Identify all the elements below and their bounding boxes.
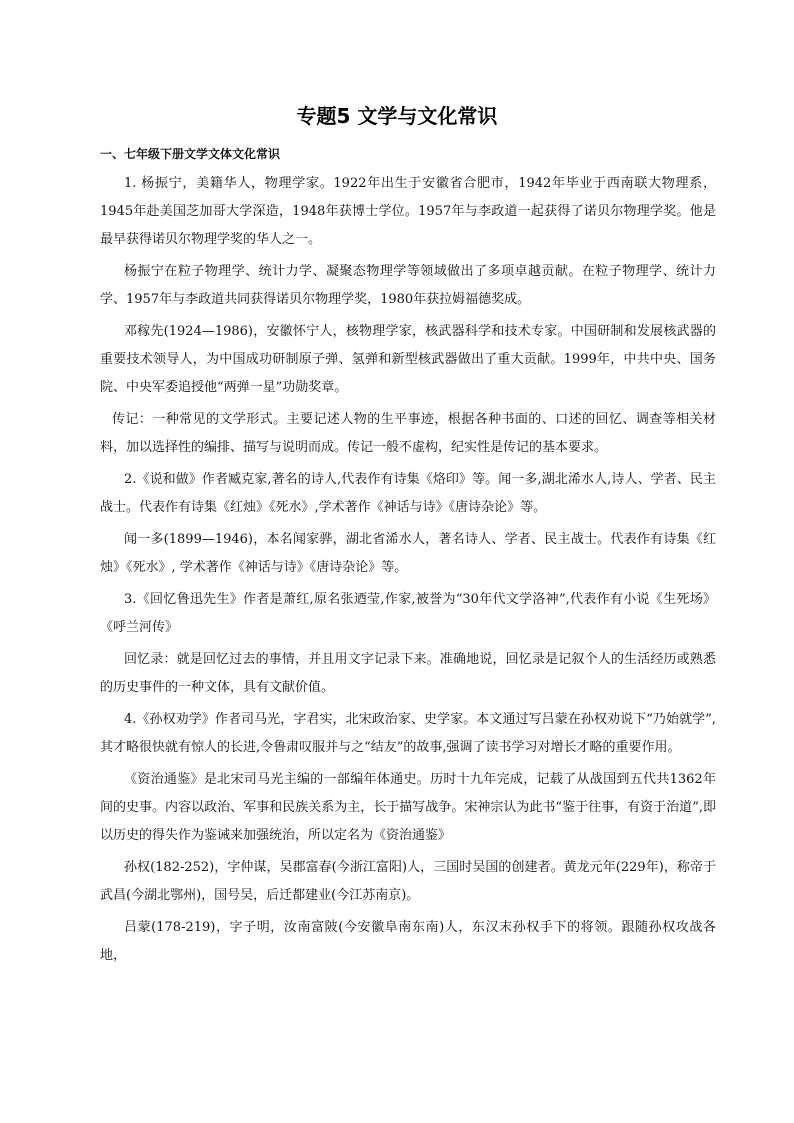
paragraph-huiyi-luxun: 3.《回忆鲁迅先生》作者是萧红,原名张迺莹,作家,被誉为“30年代文学洛神”,代表作有小说《生死场》《呼兰河传》 bbox=[100, 592, 716, 635]
page-title: 专题5 文学与文化常识 bbox=[296, 104, 498, 128]
paragraph-shuo-he-zuo: 2.《说和做》作者臧克家,著名的诗人,代表作有诗集《烙印》等。闻一多,湖北浠水人,诗人、学者、民主战士。代表作有诗集《红烛》《死水》,学术著作《神话与诗》《唐诗杂论》等。 bbox=[100, 472, 716, 515]
paragraph-lv-meng: 吕蒙(178-219)，字子明，汝南富陂(今安徽阜南东南)人，东汉末孙权手下的将领。跟随孙权攻战各地， bbox=[100, 920, 716, 963]
paragraph-zizhi-tongjian: 《资治通鉴》是北宋司马光主编的一部编年体通史。历时十九年完成，记载了从战国到五代共1362年间的史事。内容以政治、军事和民族关系为主，长于描写战争。宋神宗认为此书“鉴于往事，有资于治道”,即以历史的得失作为鉴诫来加强统治，所以定名为《资治通鉴》 bbox=[100, 772, 716, 843]
paragraph-sun-quan: 孙权(182-252)，字仲谋，吴郡富春(今浙江富阳)人，三国时吴国的创建者。黄龙元年(229年)，称帝于武昌(今湖北鄂州)，国号吴，后迁都建业(今江苏南京)。 bbox=[100, 860, 716, 903]
document-body bbox=[100, 144, 716, 974]
paragraph-biography-definition: 传记：一种常见的文学形式。主要记述人物的生平事迹，根据各种书面的、口述的回忆、调查等相关材料，加以选择性的编排、描写与说明而成。传记一般不虚构，纪实性是传记的基本要求。 bbox=[100, 412, 716, 455]
paragraph-yang-zhenning: 1. 杨振宁，美籍华人，物理学家。1922年出生于安徽省合肥市，1942年毕业于西南联大物理系，1945年赴美国芝加哥大学深造，1948年获博士学位。1957年与李政道一起获得了诺贝尔物理学奖。他是最早获得诺贝尔物理学奖的华人之一。 bbox=[100, 176, 716, 247]
paragraph-wen-yiduo: 闻一多(1899—1946)，本名闻家骅，湖北省浠水人，著名诗人、学者、民主战士。代表作有诗集《红烛》《死水》, 学术著作《神话与诗》《唐诗杂论》等。 bbox=[100, 532, 716, 575]
paragraph-deng-jiaxian: 邓稼先(1924—1986)，安徽怀宁人，核物理学家，核武器科学和技术专家。中国研制和发展核武器的重要技术领导人，为中国成功研制原子弹、氢弹和新型核武器做出了重大贡献。1999年，中共中央、国务院、中央军委追授他“两弹一星”功勋奖章。 bbox=[100, 324, 716, 395]
section-heading: 一、七年级下册文学文体文化常识 bbox=[100, 147, 281, 161]
paragraph-memoir-definition: 回忆录：就是回忆过去的事情，并且用文字记录下来。准确地说，回忆录是记叙个人的生活经历或熟悉的历史事件的一种文体，具有文献价值。 bbox=[100, 652, 716, 695]
paragraph-yang-contributions: 杨振宁在粒子物理学、统计力学、凝聚态物理学等领域做出了多项卓越贡献。在粒子物理学、统计力学、1957年与李政道共同获得诺贝尔物理学奖，1980年获拉姆福德奖成。 bbox=[100, 264, 716, 307]
paragraph-sunquan-quanxue: 4.《孙权劝学》作者司马光，字君实，北宋政治家、史学家。本文通过写吕蒙在孙权劝说下“乃始就学”,其才略很快就有惊人的长进,令鲁肃叹服并与之“结友”的故事,强调了读书学习对增长才略的重要作用。 bbox=[100, 712, 716, 755]
